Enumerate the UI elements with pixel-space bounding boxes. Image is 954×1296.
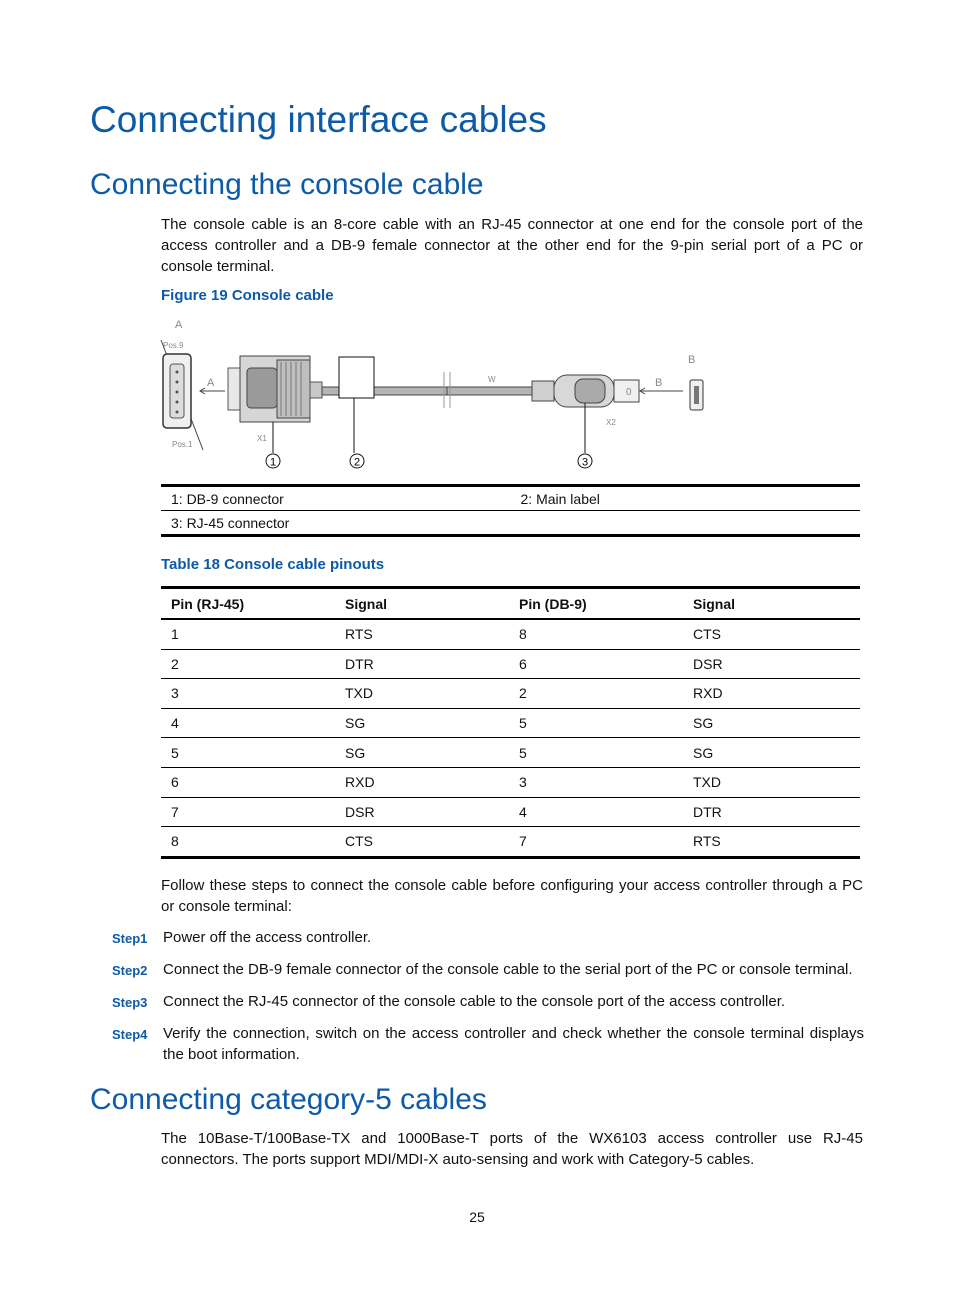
callout-2 xyxy=(350,454,364,469)
table-cell: DTR xyxy=(335,649,509,679)
table-cell: RXD xyxy=(335,767,509,797)
label-b-top: B xyxy=(688,354,696,366)
step-label: Step1 xyxy=(112,931,148,946)
figure-caption: Figure 19 Console cable xyxy=(161,287,334,304)
table-header-row xyxy=(161,588,860,620)
column-header: Signal xyxy=(683,588,860,620)
table-cell: 8 xyxy=(161,827,335,858)
table-cell: 3 xyxy=(161,679,335,709)
table-cell: RXD xyxy=(683,679,860,709)
table-cell: TXD xyxy=(683,767,860,797)
main-label-box xyxy=(339,357,374,398)
table-row xyxy=(161,767,860,797)
label-w: W xyxy=(488,375,496,384)
table-cell: SG xyxy=(683,738,860,768)
table-cell: 3 xyxy=(509,767,683,797)
step-list xyxy=(112,927,864,1075)
table-row xyxy=(161,649,860,679)
table-cell: 7 xyxy=(509,827,683,858)
section-heading-console-cable: Connecting the console cable xyxy=(90,168,484,201)
label-a: A xyxy=(207,377,215,389)
table-cell: 8 xyxy=(509,619,683,649)
table-cell: RTS xyxy=(335,619,509,649)
svg-text:1: 1 xyxy=(269,456,277,469)
step-label: Step2 xyxy=(112,963,148,978)
table-cell: RTS xyxy=(683,827,860,858)
legend-row xyxy=(161,510,860,534)
page-title: Connecting interface cables xyxy=(90,99,547,140)
table-cell: 4 xyxy=(161,708,335,738)
section-heading-cat5: Connecting category-5 cables xyxy=(90,1083,487,1116)
table-cell: 2 xyxy=(161,649,335,679)
table-row xyxy=(161,619,860,649)
callout-3 xyxy=(578,454,592,469)
step-item xyxy=(112,927,864,949)
label-x1: X1 xyxy=(257,434,267,443)
callout-1 xyxy=(266,454,280,469)
table-cell: 5 xyxy=(509,708,683,738)
rj45-connector-illustration xyxy=(532,375,639,407)
step-item xyxy=(112,991,864,1013)
legend-item: 1: DB-9 connector xyxy=(171,490,284,507)
table-cell: CTS xyxy=(335,827,509,858)
table-cell: 6 xyxy=(161,767,335,797)
table-cell: 5 xyxy=(161,738,335,768)
step-text: Verify the connection, switch on the access controller and check whether the console terminal displays the boot information. xyxy=(163,1025,864,1063)
table-cell: SG xyxy=(335,708,509,738)
label-b: B xyxy=(655,377,663,389)
table-row xyxy=(161,679,860,709)
step-text: Connect the RJ-45 connector of the console cable to the console port of the access controller. xyxy=(163,993,786,1010)
table-cell: 7 xyxy=(161,797,335,827)
table-cell: DTR xyxy=(683,797,860,827)
table-row xyxy=(161,797,860,827)
table-cell: DSR xyxy=(683,649,860,679)
step-text: Connect the DB-9 female connector of the console cable to the serial port of the PC or console terminal. xyxy=(163,961,853,978)
table-cell: 1 xyxy=(161,619,335,649)
steps-intro: Follow these steps to connect the console cable before configuring your access controller through a PC or console terminal: xyxy=(161,877,863,915)
step-item xyxy=(112,959,864,981)
table-cell: SG xyxy=(683,708,860,738)
pinout-table xyxy=(161,586,860,859)
label-pos9: Pos.9 xyxy=(163,341,184,350)
table-cell: TXD xyxy=(335,679,509,709)
legend-item: 3: RJ-45 connector xyxy=(171,514,290,531)
svg-text:2: 2 xyxy=(353,456,361,469)
table-cell: SG xyxy=(335,738,509,768)
column-header: Signal xyxy=(335,588,509,620)
column-header: Pin (DB-9) xyxy=(509,588,683,620)
console-cable-figure xyxy=(155,312,725,477)
intro-paragraph: The console cable is an 8-core cable with an RJ-45 connector at one end for the console port of the access controller and a DB-9 female connector at the other end for the 9-pin serial port of a PC or console terminal. xyxy=(161,216,863,275)
step-label: Step4 xyxy=(112,1027,148,1042)
legend-row xyxy=(161,487,860,510)
label-x2-inner: 0 xyxy=(626,387,632,398)
table-cell: 6 xyxy=(509,649,683,679)
table-cell: 2 xyxy=(509,679,683,709)
table-row xyxy=(161,708,860,738)
table-cell: 4 xyxy=(509,797,683,827)
page-number: 25 xyxy=(469,1209,485,1225)
step-label: Step3 xyxy=(112,995,148,1010)
svg-text:3: 3 xyxy=(581,456,589,469)
label-a-top: A xyxy=(175,319,183,331)
cat5-paragraph: The 10Base-T/100Base-TX and 1000Base-T ports of the WX6103 access controller use RJ-45 connectors. The ports support MDI/MDI-X auto-sensing and work with Category-5 cables. xyxy=(161,1130,863,1168)
column-header: Pin (RJ-45) xyxy=(161,588,335,620)
table-row xyxy=(161,738,860,768)
label-pos1: Pos.1 xyxy=(172,440,193,449)
figure-legend xyxy=(161,484,860,537)
step-item xyxy=(112,1023,864,1065)
step-text: Power off the access controller. xyxy=(163,929,372,946)
label-x2: X2 xyxy=(606,418,616,427)
table-row xyxy=(161,827,860,858)
table-cell: 5 xyxy=(509,738,683,768)
table-cell: DSR xyxy=(335,797,509,827)
legend-item: 2: Main label xyxy=(520,490,600,507)
table-cell: CTS xyxy=(683,619,860,649)
table-caption: Table 18 Console cable pinouts xyxy=(161,556,385,573)
db9-connector-illustration xyxy=(228,356,322,422)
